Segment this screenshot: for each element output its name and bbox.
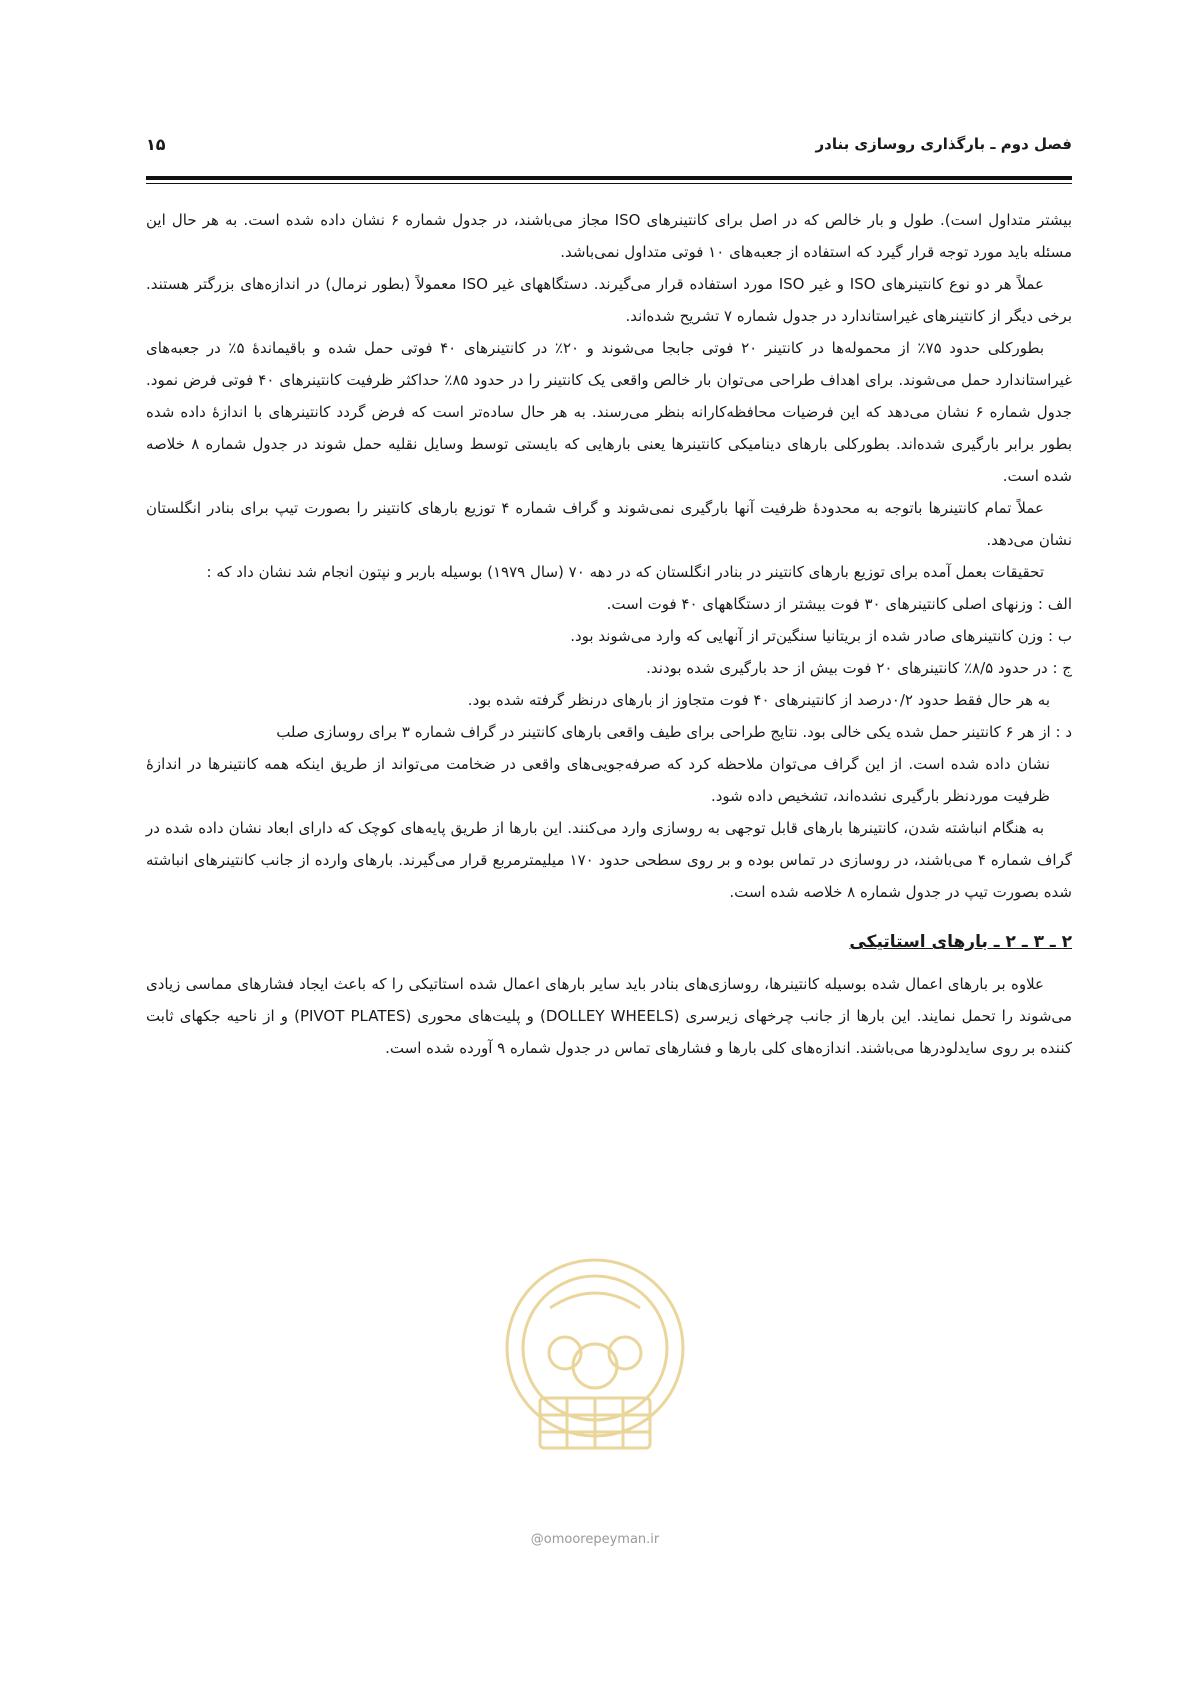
list-item-d: د : از هر ۶ کانتینر حمل شده یکی خالی بود. نتایج طراحی برای طیف واقعی بارهای کانتینر در گراف شماره ۳ برای روسازی صلب xyxy=(276,723,1072,741)
watermark-logo-icon xyxy=(470,1248,720,1478)
paragraph-4: عملاً تمام کانتینرها باتوجه به محدودۀ ظرفیت آنها بارگیری نمی‌شوند و گراف شماره ۴ توزیع بارهای کانتینر را بصورت تیپ برای بنادر انگلستان نشان می‌دهد. xyxy=(146,499,1072,549)
paragraph-7: علاوه بر بارهای اعمال شده بوسیله کانتینرها، روسازی‌های بنادر باید سایر بارهای اعمال شده استاتیکی را که باعث ایجاد فشارهای مماسی زیادی می‌شوند را تحمل نمایند. این بارها از جانب چرخهای زیرسری (DOLLEY WHEELS) و پلیت‌های محوری (PIVOT PLATES) و از ناحیه جکهای ثابت کننده بر روی سایدلودرها می‌باشند. اندازه‌های کلی بارها و فشارهای تماس در جدول شماره ۹ آورده شده است. xyxy=(146,975,1072,1057)
list-item-a: الف : وزنهای اصلی کانتینرهای ۳۰ فوت بیشتر از دستگاههای ۴۰ فوت است. xyxy=(606,595,1072,613)
list-item-d-continuation: نشان داده شده است. از این گراف می‌توان ملاحظه کرد که صرفه‌جویی‌های واقعی در ضخامت می‌تواند از طریق اینکه همه کانتینرها در اندازۀ ظرفیت موردنظر بارگیری نشده‌اند، تشخیص داده شود. xyxy=(146,755,1050,805)
list-item-b: ب : وزن کانتینرهای صادر شده از بریتانیا سنگین‌تر از آنهایی که وارد می‌شوند بود. xyxy=(570,627,1072,645)
section-heading: ۲ ـ ۳ ـ ۲ ـ بارهای استاتیکی xyxy=(849,932,1072,952)
header-rule-thick xyxy=(146,176,1072,180)
paragraph-5: تحقیقات بعمل آمده برای توزیع بارهای کانتینر در بنادر انگلستان که در دهه ۷۰ (سال ۱۹۷۹) بوسیله باربر و نپتون انجام شد نشان داد که : xyxy=(206,563,1044,581)
header-rule-thin xyxy=(146,183,1072,184)
paragraph-2: عملاً هر دو نوع کانتینرهای ISO و غیر ISO مورد استفاده قرار می‌گیرند. دستگاههای غیر ISO معمولاً (بطور نرمال) در اندازه‌های بزرگتر هستند. برخی دیگر از کانتینرهای غیراستاندارد در جدول شماره ۷ تشریح شده‌اند. xyxy=(146,275,1072,325)
page-header xyxy=(146,124,1072,164)
paragraph-1: بیشتر متداول است). طول و بار خالص که در اصل برای کانتینرهای ISO مجاز می‌باشند، در جدول شماره ۶ نشان داده شده است. به هر حال این مسئله باید مورد توجه قرار گیرد که استفاده از جعبه‌های ۱۰ فوتی متداول نمی‌باشد. xyxy=(146,211,1073,261)
watermark-url: @omoorepeyman.ir xyxy=(530,1532,660,1547)
paragraph-3: بطورکلی حدود ۷۵٪ از محموله‌ها در کانتینر ۲۰ فوتی جابجا می‌شوند و ۲۰٪ در کانتینرهای ۴۰ فوتی حمل شده و باقیماندۀ ۵٪ در جعبه‌های غیراستاندارد حمل می‌شوند. برای اهداف طراحی می‌توان بار خالص واقعی یک کانتینر را در حدود ۸۵٪ حداکثر ظرفیت کانتینرهای ۴۰ فوتی فرض نمود. جدول شماره ۶ نشان می‌دهد که این فرضیات محافظه‌کارانه بنظر می‌رسند. به هر حال ساده‌تر است که فرض گردد کانتینرهای با اندازۀ داده شده بطور برابر بارگیری شده‌اند. بطورکلی بارهای دینامیکی کانتینرها یعنی بارهایی که بایستی توسط وسایل نقلیه حمل شوند در جدول شماره ۸ خلاصه شده است. xyxy=(146,339,1072,485)
page-number: ۱۵ xyxy=(146,134,166,154)
paragraph-6: به هنگام انباشته شدن، کانتینرها بارهای قابل توجهی به روسازی وارد می‌کنند. این بارها از طریق پایه‌های کوچک که دارای ابعاد نشان داده شده در گراف شماره ۴ می‌باشند، در روسازی در تماس بوده و بر روی سطحی حدود ۱۷۰ میلیمترمربع قرار می‌گیرند. بارهای وارده از جانب کانتینرهای انباشته شده بصورت تیپ در جدول شماره ۸ خلاصه شده است. xyxy=(146,819,1072,901)
chapter-title: فصل دوم ـ بارگذاری روسازی بنادر xyxy=(815,135,1072,153)
list-item-c-note: به هر حال فقط حدود ۰/۲درصد از کانتینرهای ۴۰ فوت متجاوز از بارهای درنظر گرفته شده بود. xyxy=(467,691,1050,709)
list-item-c: ج : در حدود ۸/۵٪ کانتینرهای ۲۰ فوت بیش از حد بارگیری شده بودند. xyxy=(646,659,1072,677)
body-text xyxy=(146,204,1072,1064)
